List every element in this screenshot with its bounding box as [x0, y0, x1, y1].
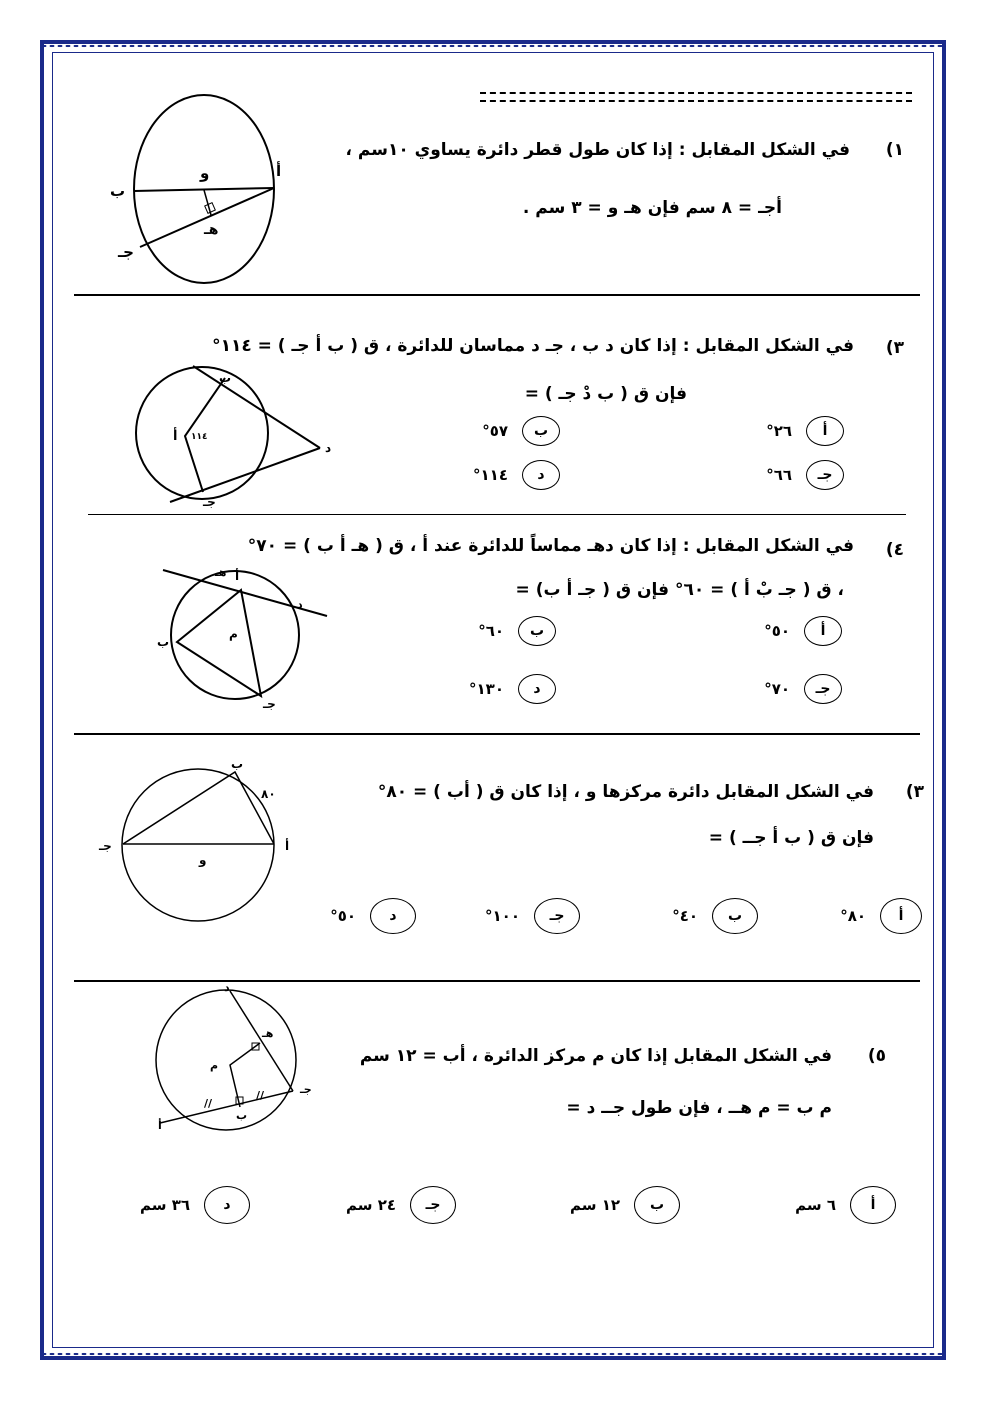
- top-dashed-line-2: [480, 100, 912, 102]
- q5-label-right: جـ: [300, 1083, 312, 1096]
- q3-choice-b[interactable]: [478, 616, 556, 646]
- q4-label-left: جـ: [99, 839, 112, 853]
- q3-label-right-t: د: [297, 598, 303, 611]
- q5-label-foot1: هـ: [262, 1027, 274, 1040]
- q5-choice-c-value: ٢٤ سم: [345, 1196, 396, 1214]
- q4-label-arc: ٨٠: [261, 787, 276, 801]
- q2-choice-a-bubble: أ: [806, 416, 844, 446]
- q5-choice-b-value: ١٢ سم: [569, 1196, 620, 1214]
- q2-choice-d-value: ١١٤°: [473, 466, 508, 484]
- svg-text://: //: [256, 1089, 265, 1102]
- q3-label-center: م: [229, 627, 238, 641]
- separator-4: [74, 980, 920, 982]
- q5-label-foot2: ب: [236, 1109, 248, 1122]
- q4-choice-a-value: ٨٠°: [840, 907, 866, 925]
- q4-number: ٣): [905, 782, 924, 802]
- q5-choice-a-value: ٦ سم: [795, 1196, 836, 1214]
- q3-choice-b-bubble: ب: [518, 616, 556, 646]
- q3-choice-d-bubble: د: [518, 674, 556, 704]
- q3-label-left-t: هـ: [215, 566, 227, 579]
- q4-label-right: أ: [285, 839, 290, 853]
- q3-line1: في الشكل المقابل : إذا كان دهـ مماساً للدائرة عند أ ، ق ( هـ أ ب ) = ٧٠°: [247, 536, 854, 556]
- q5-choice-d-bubble: د: [204, 1186, 250, 1224]
- q4-choice-b[interactable]: [672, 898, 758, 934]
- separator-2: [88, 514, 906, 515]
- q2-choice-d-bubble: د: [522, 460, 560, 490]
- q5-number: ٥): [867, 1046, 886, 1066]
- q4-choice-d-value: ٥٠°: [330, 907, 356, 925]
- q4-choice-c[interactable]: [485, 898, 580, 934]
- q5-choice-b[interactable]: [570, 1186, 680, 1224]
- q2-label-angle: ١١٤: [191, 432, 208, 442]
- q2-label-center: أ: [173, 429, 178, 444]
- q3-choice-d[interactable]: [469, 674, 556, 704]
- q3-figure: [155, 560, 335, 710]
- q2-choice-a-value: ٢٦°: [766, 422, 792, 440]
- q3-choice-b-value: ٦٠°: [478, 622, 504, 640]
- q4-line2: فإن ق ( ب أ جــ ) =: [708, 828, 874, 848]
- q2-choice-d[interactable]: [473, 460, 560, 490]
- q1-label-bottom: جـ: [118, 243, 134, 261]
- q4-choice-a-bubble: أ: [880, 898, 922, 934]
- q3-choice-a-bubble: أ: [804, 616, 842, 646]
- q4-choice-c-value: ١٠٠°: [485, 907, 520, 925]
- q5-line2: م ب = م هــ ، فإن طول جــ د =: [566, 1098, 832, 1118]
- q2-line2: فإن ق ( ب دْ جـ ) =: [524, 384, 687, 404]
- q4-choice-d[interactable]: [330, 898, 416, 934]
- top-dashed-line: [480, 92, 912, 94]
- q2-label-top: ب: [219, 371, 232, 385]
- q3-choice-c[interactable]: [764, 674, 842, 704]
- q4-choice-d-bubble: د: [370, 898, 416, 934]
- q1-line1: في الشكل المقابل : إذا كان طول قطر دائرة يساوي ١٠سم ،: [345, 140, 850, 160]
- q5-figure: [150, 981, 330, 1135]
- q1-label-foot: هـ: [204, 222, 219, 238]
- q3-line2: ، ق ( جـ بْ أ ) = ٦٠° فإن ق ( جـ أ ب) =: [515, 580, 844, 600]
- q4-choice-a[interactable]: [840, 898, 922, 934]
- q3-number: ٤): [885, 540, 904, 560]
- q2-line1: في الشكل المقابل : إذا كان د ب ، جـ د مماسان للدائرة ، ق ( ب أ جـ ) = ١١٤°: [212, 336, 854, 356]
- q3-label-left: ب: [157, 635, 170, 649]
- q3-choice-c-bubble: جـ: [804, 674, 842, 704]
- separator-1: [74, 294, 920, 296]
- q5-choice-c[interactable]: [346, 1186, 456, 1224]
- q5-label-left: أ: [158, 1119, 162, 1132]
- q3-choice-d-value: ١٣٠°: [469, 680, 504, 698]
- q2-choice-b-value: ٥٧°: [482, 422, 508, 440]
- q3-label-top: أ: [235, 569, 240, 583]
- q5-label-top: د: [224, 981, 230, 994]
- q4-choice-b-value: ٤٠°: [672, 907, 698, 925]
- q2-choice-b[interactable]: [482, 416, 560, 446]
- q2-choice-c[interactable]: [766, 460, 844, 490]
- q2-number: ٣): [885, 338, 904, 358]
- q2-label-bottom: جـ: [203, 495, 216, 509]
- q5-choice-d-value: ٣٦ سم: [139, 1196, 190, 1214]
- q4-label-top: ب: [231, 757, 244, 771]
- q1-label-right: أ: [276, 162, 282, 180]
- q5-choice-b-bubble: ب: [634, 1186, 680, 1224]
- q4-label-center: و: [199, 853, 207, 867]
- q3-choice-c-value: ٧٠°: [764, 680, 790, 698]
- q5-choice-d[interactable]: [140, 1186, 250, 1224]
- q1-number: ١): [885, 140, 904, 160]
- q1-label-center: و: [200, 164, 210, 182]
- q5-choice-a[interactable]: [795, 1186, 896, 1224]
- q2-label-tip: د: [325, 441, 332, 455]
- q2-choice-c-value: ٦٦°: [766, 466, 792, 484]
- q2-choice-c-bubble: جـ: [806, 460, 844, 490]
- q3-choice-a[interactable]: [764, 616, 842, 646]
- q5-label-center: م: [210, 1059, 219, 1072]
- svg-text://: //: [204, 1097, 213, 1110]
- q2-choice-b-bubble: ب: [522, 416, 560, 446]
- q3-choice-a-value: ٥٠°: [764, 622, 790, 640]
- q5-choice-c-bubble: جـ: [410, 1186, 456, 1224]
- q4-choice-c-bubble: جـ: [534, 898, 580, 934]
- q3-label-bottom: جـ: [263, 697, 276, 711]
- q4-line1: في الشكل المقابل دائرة مركزها و ، إذا كان ق ( أب ) = ٨٠°: [377, 782, 874, 802]
- q2-figure: [125, 360, 340, 510]
- q2-choice-a[interactable]: [766, 416, 844, 446]
- q1-figure: [108, 92, 288, 287]
- q5-choice-a-bubble: أ: [850, 1186, 896, 1224]
- q1-line2: أجـ = ٨ سم فإن هـ و = ٣ سم .: [522, 198, 782, 218]
- q1-label-left: ب: [110, 182, 126, 200]
- q5-line1: في الشكل المقابل إذا كان م مركز الدائرة ، أب = ١٢ سم: [359, 1046, 832, 1066]
- q4-choice-b-bubble: ب: [712, 898, 758, 934]
- q4-figure: [95, 757, 300, 960]
- separator-3: [74, 733, 920, 735]
